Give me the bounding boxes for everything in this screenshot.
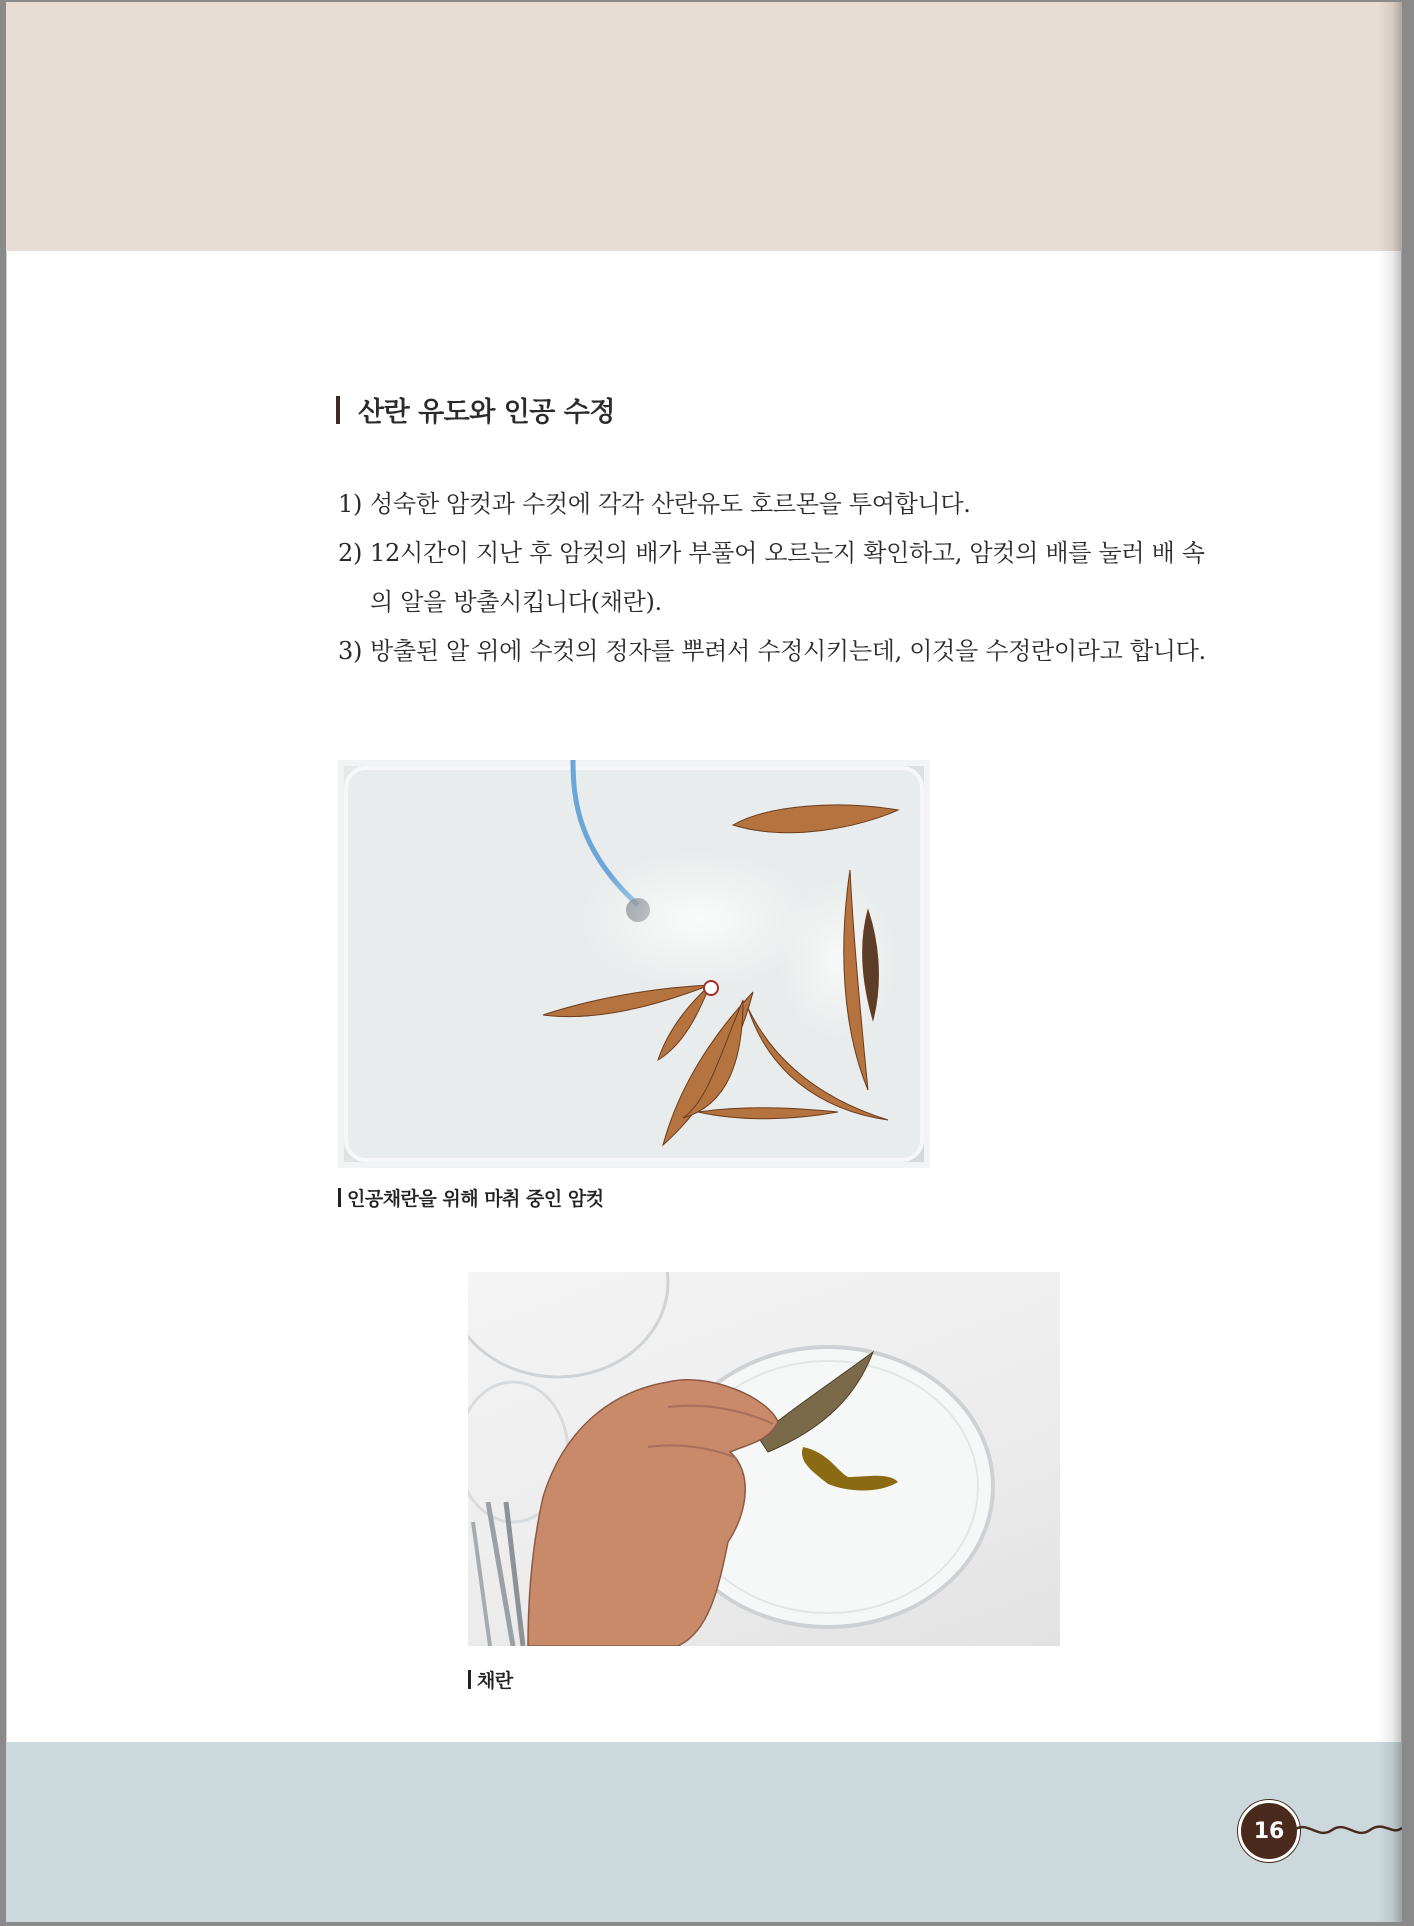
caption-text: 인공채란을 위해 마취 중인 암컷	[347, 1188, 604, 1210]
figure-caption	[468, 1666, 513, 1693]
step-number: 1)	[338, 490, 363, 518]
step-text: 성숙한 암컷과 수컷에 각각 산란유도 호르몬을 투여합니다.	[370, 490, 971, 518]
section-title: 산란 유도와 인공 수정	[358, 397, 615, 428]
step-item	[338, 480, 1218, 529]
footer-band	[6, 1742, 1402, 1922]
heading-bar	[336, 396, 340, 424]
figure-caption	[338, 1184, 604, 1211]
photo-anesthetized-female-fish	[338, 760, 930, 1168]
caption-bar	[338, 1188, 341, 1207]
document-page	[6, 2, 1402, 1922]
tray-fish-illustration	[338, 760, 930, 1168]
steps-list	[338, 480, 1218, 676]
petri-dish-illustration	[468, 1272, 1060, 1646]
step-number: 2)	[338, 539, 363, 567]
step-text: 방출된 알 위에 수컷의 정자를 뿌려서 수정시키는데, 이것을 수정란이라고 합니다.	[370, 637, 1206, 665]
page-number-badge: 16	[1238, 1800, 1300, 1862]
caption-text: 채란	[477, 1670, 513, 1692]
photo-egg-stripping	[468, 1272, 1060, 1646]
page-edge-shadow	[1378, 2, 1402, 1922]
step-number: 3)	[338, 637, 363, 665]
step-item	[338, 627, 1218, 676]
caption-bar	[468, 1670, 471, 1689]
step-item	[338, 529, 1218, 627]
section-heading	[336, 390, 615, 429]
step-text: 12시간이 지난 후 암컷의 배가 부풀어 오르는지 확인하고, 암컷의 배를 눌러 배 속의 알을 방출시킵니다(채란).	[370, 539, 1205, 616]
header-band	[6, 2, 1402, 251]
